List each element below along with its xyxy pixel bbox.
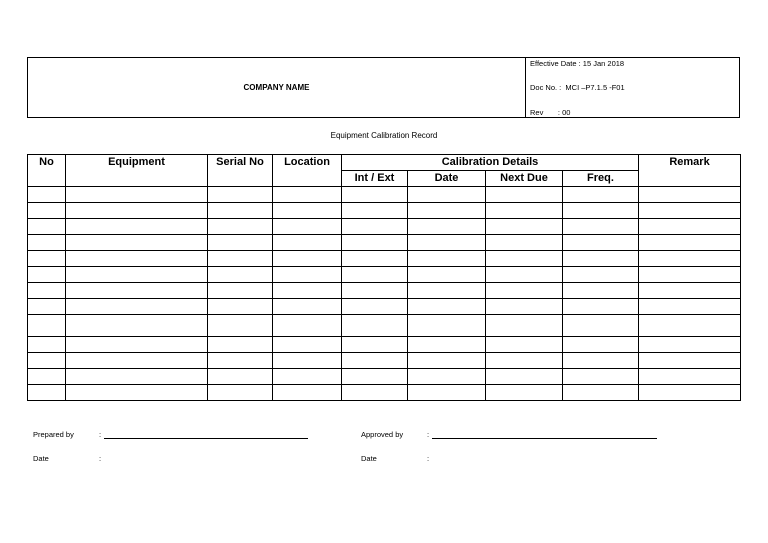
- table-row: [28, 219, 741, 235]
- table-row: [28, 369, 741, 385]
- table-row: [28, 299, 741, 315]
- document-header: [27, 57, 740, 118]
- table-row: [28, 283, 741, 299]
- calibration-table: [27, 154, 741, 401]
- table-row: [28, 267, 741, 283]
- header-next-due: Next Due: [486, 171, 563, 187]
- company-name: COMPANY NAME: [243, 83, 310, 92]
- header-no: No: [28, 155, 66, 187]
- date-left-label: Date: [33, 454, 49, 463]
- header-freq: Freq.: [563, 171, 639, 187]
- prepared-by-colon: :: [99, 430, 102, 439]
- effective-date: Effective Date : 15 Jan 2018: [530, 59, 625, 68]
- prepared-by-signature-line[interactable]: [104, 438, 308, 439]
- table-row: [28, 251, 741, 267]
- table-row: [28, 187, 741, 203]
- table-row: [28, 235, 741, 251]
- approved-by-colon: :: [427, 430, 430, 439]
- record-title: Equipment Calibration Record: [330, 131, 438, 140]
- date-left-colon: :: [99, 454, 102, 463]
- header-calibration-details: Calibration Details: [342, 155, 639, 171]
- approved-by-label: Approved by: [361, 430, 404, 439]
- prepared-by-label: Prepared by: [33, 430, 74, 439]
- header-divider: [525, 58, 526, 117]
- table-row: [28, 385, 741, 401]
- header-serial-no: Serial No: [208, 155, 273, 187]
- date-right-label: Date: [361, 454, 377, 463]
- date-right-colon: :: [427, 454, 430, 463]
- header-remark: Remark: [639, 155, 741, 187]
- header-int-ext: Int / Ext: [342, 171, 408, 187]
- header-location: Location: [273, 155, 342, 187]
- approved-by-signature-line[interactable]: [432, 438, 657, 439]
- header-date: Date: [408, 171, 486, 187]
- revision: Rev : 00: [530, 108, 571, 117]
- doc-number: Doc No. : MCI –P7.1.5 -F01: [530, 83, 625, 92]
- table-row: [28, 353, 741, 369]
- table-row: [28, 315, 741, 337]
- table-row: [28, 337, 741, 353]
- header-equipment: Equipment: [66, 155, 208, 187]
- table-row: [28, 203, 741, 219]
